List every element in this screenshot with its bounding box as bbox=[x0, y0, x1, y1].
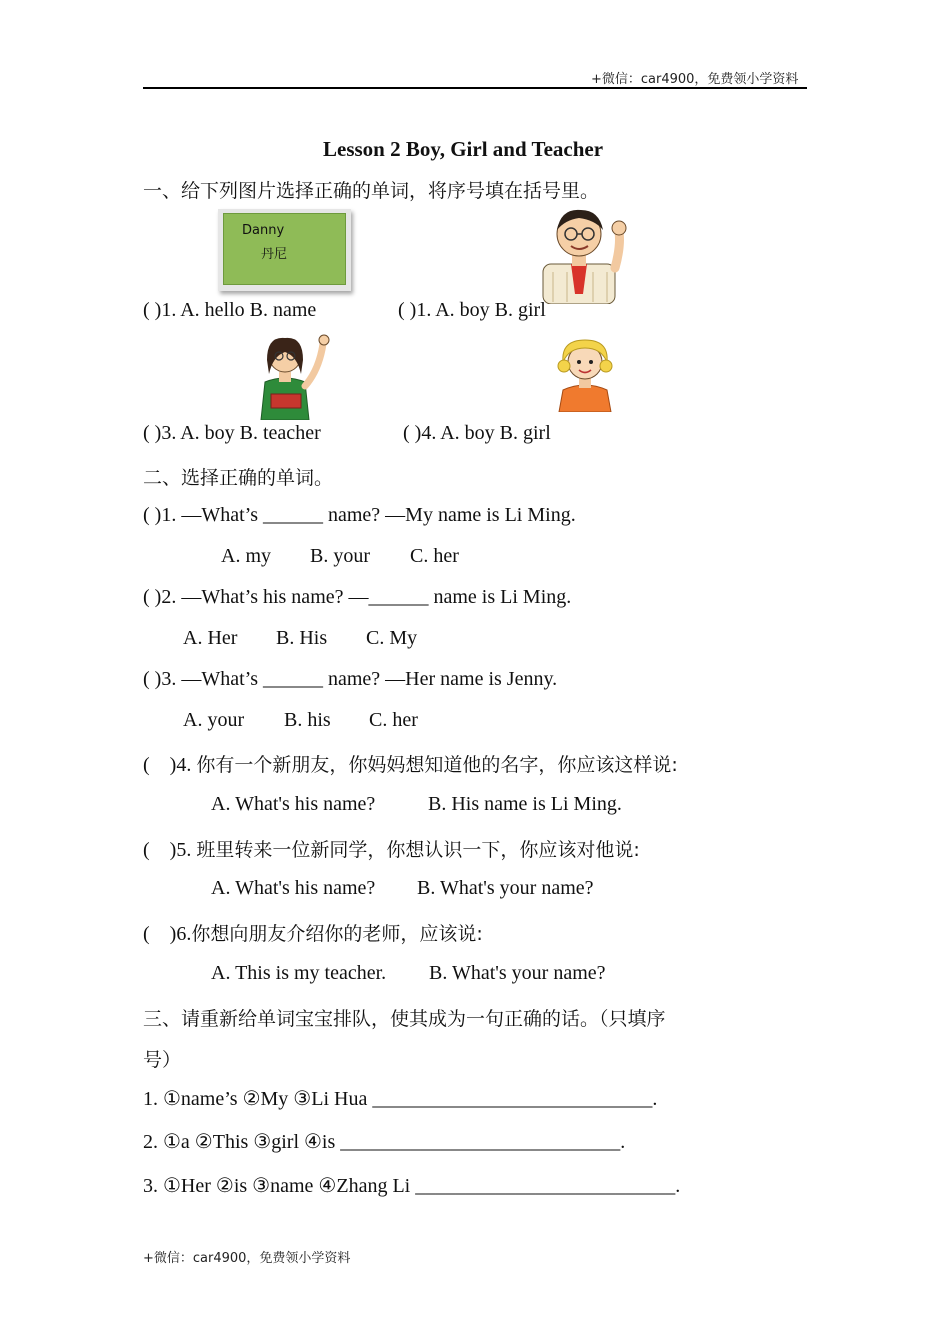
p2-q4-opt-a: A. What's his name? bbox=[211, 793, 376, 815]
girl-illustration bbox=[551, 332, 619, 412]
part3-heading-line1: 三、请重新给单词宝宝排队，使其成为一句正确的话。（只填序 bbox=[143, 1008, 666, 1030]
p2-q2-stem: ( )2. —What’s his name? —______ name is Li Ming. bbox=[143, 586, 572, 608]
p2-q1-opt-c: C. her bbox=[410, 545, 459, 567]
p2-q5-prefix: ( )5. bbox=[143, 839, 197, 861]
p2-q1-stem: ( )1. —What’s ______ name? —My name is Li Ming. bbox=[143, 504, 576, 526]
name-card-image bbox=[218, 209, 351, 291]
boy-illustration bbox=[533, 202, 633, 304]
page-title: Lesson 2 Boy, Girl and Teacher bbox=[323, 137, 604, 161]
p2-q5-opt-b: B. What's your name? bbox=[417, 877, 594, 899]
p2-q6-opt-b: B. What's your name? bbox=[429, 962, 606, 984]
p2-q3-opt-c: C. her bbox=[369, 709, 418, 731]
p1-q3: ( )3. A. boy B. teacher bbox=[143, 422, 321, 444]
p2-q5-stem-line bbox=[143, 835, 640, 862]
p1-q1: ( )1. A. hello B. name bbox=[143, 299, 317, 321]
p2-q5-opt-a: A. What's his name? bbox=[211, 877, 376, 899]
p2-q6-stem-line bbox=[143, 919, 483, 946]
p2-q5-stem: 班里转来一位新同学，你想认识一下，你应该对他说: bbox=[196, 839, 640, 861]
p3-item-3: 3. ①Her ②is ③name ④Zhang Li __________________________. bbox=[143, 1175, 681, 1197]
p2-q6-stem: 你想向朋友介绍你的老师，应该说: bbox=[191, 923, 483, 945]
p2-q4-prefix: ( )4. bbox=[143, 754, 197, 776]
name-card-cn: 丹尼 bbox=[261, 247, 288, 262]
p2-q6-opt-a: A. This is my teacher. bbox=[211, 962, 387, 984]
p1-q2: ( )1. A. boy B. girl bbox=[398, 299, 546, 321]
name-card-en: Danny bbox=[242, 223, 285, 238]
part3-heading-line2: 号） bbox=[143, 1049, 182, 1071]
part2-heading: 二、选择正确的单词。 bbox=[143, 467, 334, 489]
p2-q3-opt-b: B. his bbox=[284, 709, 331, 731]
teacher-illustration bbox=[249, 330, 337, 420]
p1-q4: ( )4. A. boy B. girl bbox=[403, 422, 551, 444]
p3-item-2: 2. ①a ②This ③girl ④is ____________________________. bbox=[143, 1131, 626, 1153]
p2-q4-stem-line bbox=[143, 750, 678, 777]
p2-q2-opt-c: C. My bbox=[366, 627, 418, 649]
p2-q4-opt-b: B. His name is Li Ming. bbox=[428, 793, 622, 815]
p2-q4-stem: 你有一个新朋友，你妈妈想知道他的名字，你应该这样说: bbox=[196, 754, 678, 776]
header-rule bbox=[143, 87, 807, 89]
p2-q3-stem: ( )3. —What’s ______ name? —Her name is Jenny. bbox=[143, 668, 558, 690]
p3-item-1: 1. ①name’s ②My ③Li Hua ____________________________. bbox=[143, 1088, 658, 1110]
header-note: +微信：car4900，免费领小学资料 bbox=[591, 72, 799, 87]
p2-q6-prefix: ( )6. bbox=[143, 923, 192, 945]
part1-heading: 一、给下列图片选择正确的单词，将序号填在括号里。 bbox=[143, 180, 600, 202]
p2-q1-opt-b: B. your bbox=[310, 545, 370, 567]
p2-q3-opt-a: A. your bbox=[183, 709, 245, 731]
p2-q2-opt-b: B. His bbox=[276, 627, 328, 649]
footer-note: +微信：car4900，免费领小学资料 bbox=[143, 1251, 351, 1266]
p2-q2-opt-a: A. Her bbox=[183, 627, 238, 649]
p2-q1-opt-a: A. my bbox=[221, 545, 271, 567]
